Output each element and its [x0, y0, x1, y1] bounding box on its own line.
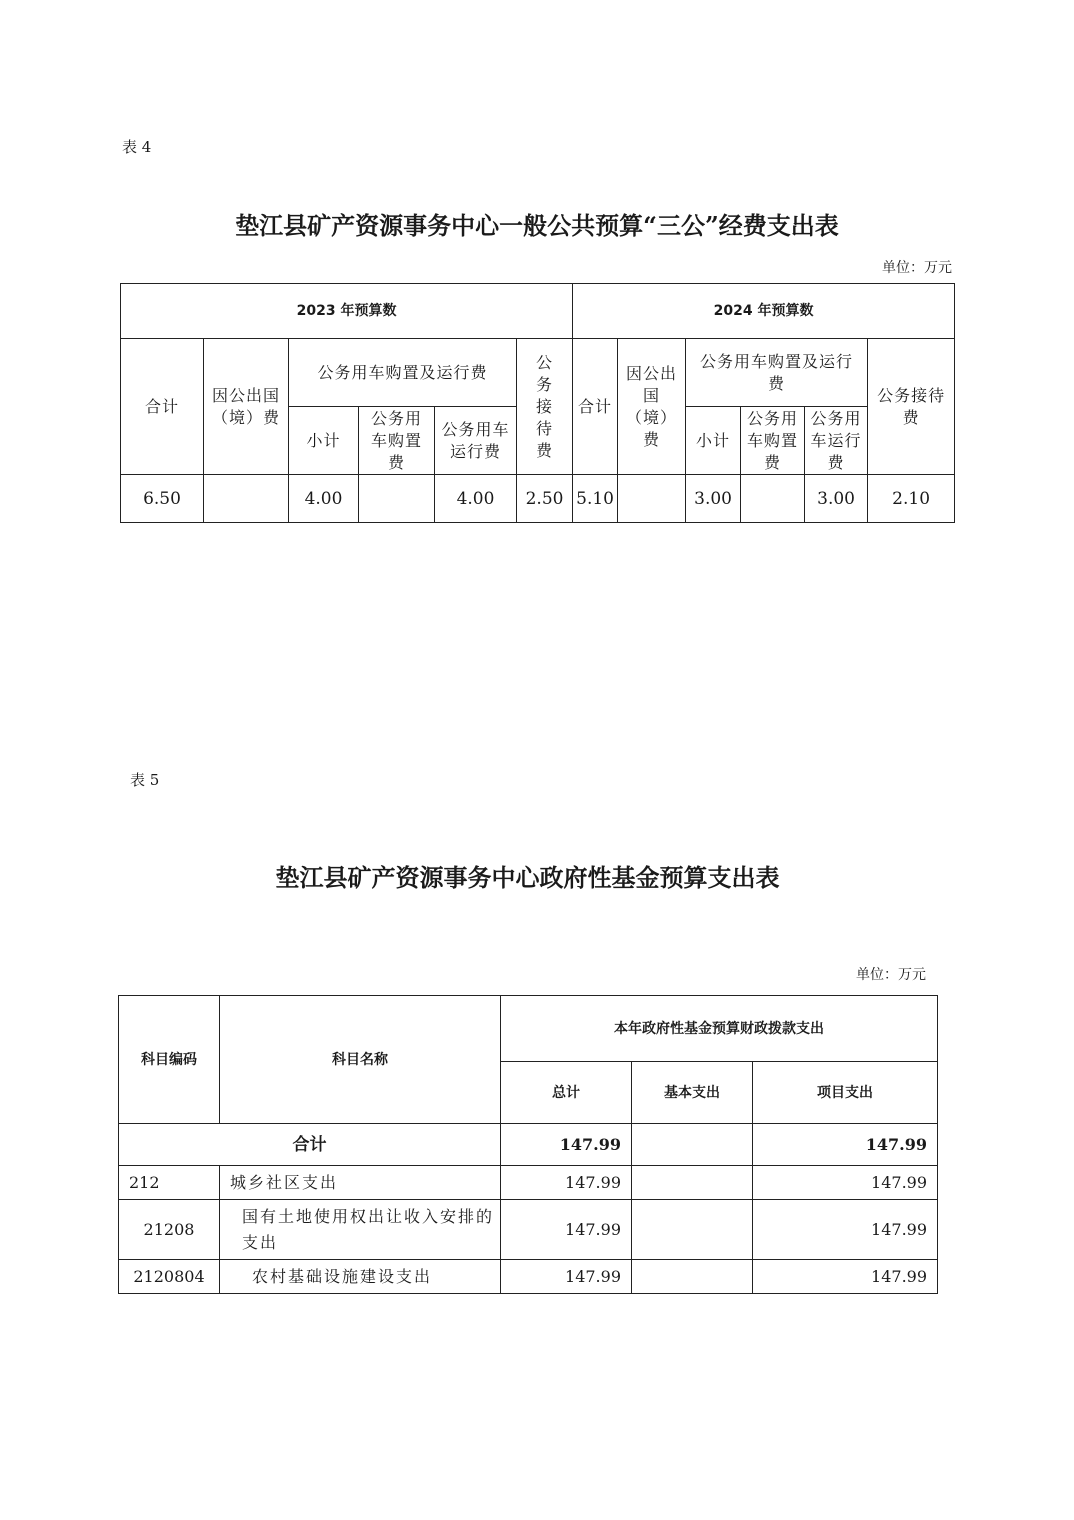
header-reception-2024: 公务接待费: [868, 339, 955, 475]
header-2023-budget: 2023 年预算数: [121, 284, 573, 339]
value-running-2023: 4.00: [435, 475, 517, 523]
header-subtotal-2024: 小计: [686, 407, 741, 475]
value-subtotal-2023: 4.00: [289, 475, 359, 523]
subject-name: 农村基础设施建设支出: [220, 1260, 501, 1294]
header-reception-2023: 公务接待费: [517, 339, 573, 475]
header-subject-name: 科目名称: [220, 996, 501, 1124]
row-basic: [632, 1166, 753, 1200]
table-row: [119, 1166, 938, 1200]
value-running-2024: 3.00: [805, 475, 868, 523]
header-running-2024: 公务用车运行费: [805, 407, 868, 475]
header-total-2023: 合计: [121, 339, 204, 475]
header-total-2024: 合计: [573, 339, 618, 475]
header-subtotal-2023: 小计: [289, 407, 359, 475]
table4-label: 表 4: [122, 138, 152, 156]
row-total: 147.99: [501, 1200, 632, 1260]
value-purchase-2023: [359, 475, 435, 523]
header-running-2023: 公务用车运行费: [435, 407, 517, 475]
row-project: 147.99: [753, 1166, 938, 1200]
table4-unit: 单位：万元: [882, 260, 952, 276]
row-total: 147.99: [501, 1166, 632, 1200]
value-reception-2023: 2.50: [517, 475, 573, 523]
government-fund-table: [118, 995, 938, 1294]
value-abroad-2023: [204, 475, 289, 523]
table5-label: 表 5: [130, 771, 160, 789]
header-total: 总计: [501, 1062, 632, 1124]
row-project: 147.99: [753, 1260, 938, 1294]
subject-code: 2120804: [119, 1260, 220, 1294]
header-2024-budget: 2024 年预算数: [573, 284, 955, 339]
table5-title: 垫江县矿产资源事务中心政府性基金预算支出表: [275, 863, 780, 892]
table-row: [119, 1200, 938, 1260]
row-project: 147.99: [753, 1200, 938, 1260]
subject-name: 国有土地使用权出让收入安排的支出: [220, 1200, 501, 1260]
header-abroad-2023: 因公出国（境）费: [204, 339, 289, 475]
header-basic: 基本支出: [632, 1062, 753, 1124]
total-row: [119, 1124, 938, 1166]
row-basic: [632, 1200, 753, 1260]
three-public-expense-table: [120, 283, 955, 523]
total-label: 合计: [119, 1124, 501, 1166]
table5-unit: 单位：万元: [856, 967, 926, 983]
value-abroad-2024: [618, 475, 686, 523]
subject-name: 城乡社区支出: [220, 1166, 501, 1200]
value-total-2024: 5.10: [573, 475, 618, 523]
row-total: 147.99: [501, 1260, 632, 1294]
header-vehicle-2024: 公务用车购置及运行费: [686, 339, 868, 407]
value-reception-2024: 2.10: [868, 475, 955, 523]
header-project: 项目支出: [753, 1062, 938, 1124]
header-fund-appropriation: 本年政府性基金预算财政拨款支出: [501, 996, 938, 1062]
total-sum: 147.99: [501, 1124, 632, 1166]
table4-title: 垫江县矿产资源事务中心一般公共预算“三公”经费支出表: [235, 211, 839, 240]
value-purchase-2024: [741, 475, 805, 523]
header-abroad-2024: 因公出国（境）费: [618, 339, 686, 475]
header-vehicle-2023: 公务用车购置及运行费: [289, 339, 517, 407]
header-purchase-2024: 公务用车购置费: [741, 407, 805, 475]
value-total-2023: 6.50: [121, 475, 204, 523]
table-row: [119, 1260, 938, 1294]
subject-code: 21208: [119, 1200, 220, 1260]
row-basic: [632, 1260, 753, 1294]
header-purchase-2023: 公务用车购置费: [359, 407, 435, 475]
header-subject-code: 科目编码: [119, 996, 220, 1124]
value-subtotal-2024: 3.00: [686, 475, 741, 523]
subject-code: 212: [119, 1166, 220, 1200]
total-project: 147.99: [753, 1124, 938, 1166]
total-basic: [632, 1124, 753, 1166]
